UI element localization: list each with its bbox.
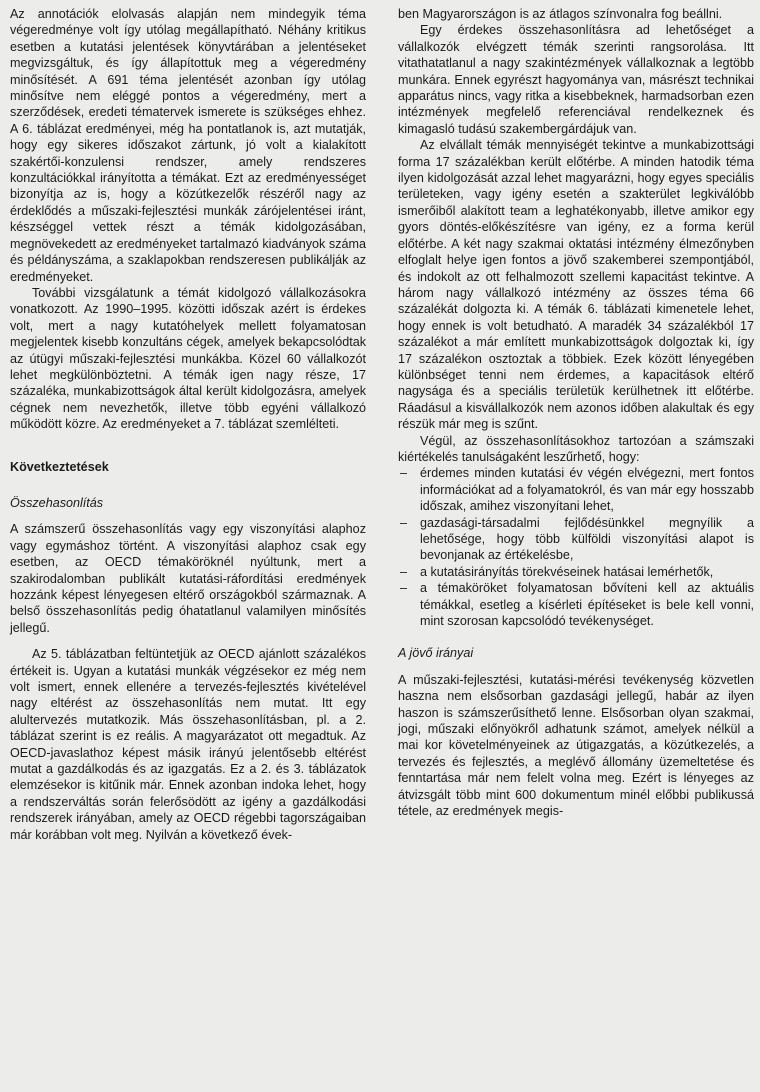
paragraph: A műszaki-fejlesztési, kutatási-mérési tevékenység közvetlen haszna nem elsősorban gazdasági jellegű, habár az ilyen haszon is számszerűsíthető lenne. Elsősorban olyan szakmai, jogi, műszaki előnyökről adhatunk számot, amelyek nélkül a mai kor követelményeinek az útigazgatás, a közútkezelés, a tervezés és fejlesztés, a meglévő állomány üzemeltetése és fenntartása már nem felelt volna meg. Ezért is lényeges az átvizsgált több mint 600 dokumentum minél előbbi publikussá tétele, az eredmények megis- <box>398 672 754 819</box>
list-item: – gazdasági-társadalmi fejlődésünkkel megnyílik a lehetősége, hogy több külföldi viszonyítási alapot is bevonjanak az értékelésbe, <box>398 515 754 564</box>
subsection-heading: Összehasonlítás <box>10 495 104 510</box>
paragraph: Az annotációk elolvasás alapján nem mindegyik téma végeredménye volt így utólag megállapítható. Néhány kritikus esetben a kutatási jelentések könyvtárában a jelentéseket megvizsgáltuk, és így állapítottuk meg a végeredmény minősítését. A 691 téma jelentését azonban így utólag minősítve nem eléggé pontos a végeredmény, mert a szerződések, eredeti tématervek ismerete is szükséges ehhez. A 6. táblázat eredményei, még ha pontatlanok is, azt mutatják, hogy egy sikeres időszakot zártunk, jó volt a kialakított szakértői-konzulensi rendszer, amely rendszeres konzultációkkal irányította a témákat. Ezt az eredményességet bizonyítja az is, hogy a közútkezelők részéről nagy az érdeklődés a műszaki-fejlesztési munkák zárójelentései iránt, készséggel vettek részt a témák kidolgozásában, megnövekedett az eredményeket tartalmazó kiadványok száma és példányszáma, a szaklapokban rendszeresen publikálják az eredményeket. <box>10 7 366 284</box>
list-item: – a témaköröket folyamatosan bővíteni kell az aktuális témákkal, esetleg a kísérleti építéseket is bele kell vonni, mint szorosan kapcsolódó tevékenységet. <box>398 580 754 629</box>
paragraph: Az elvállalt témák mennyiségét tekintve a munkabizottsági forma 17 százalékban került előtérbe. A minden hatodik téma ilyen kidolgozását azzal lehet magyarázni, hogy egyes speciális területeken, vagy igény esetén a szakterület legkiválóbb ismerőiből alakított team a leghatékonyabb, illetve amikor egy gyors döntés-előkészítésre van igény, ez a forma kerül előtérbe. A két nagy szakmai oktatási intézmény élmezőnyben elfoglalt helye igen fontos a jövő szakemberei szempontjából, és indokolt az ott felhalmozott szellemi kapacitást tekintve. A három nagy vállalkozó intézmény az összes téma 66 százalékát dolgozta ki. A témák 6. táblázati kimenetele lehet, hogy ennek is volt betudható. A maradék 34 százalékból 17 százalékot a már említett munkabizottságok dolgoztak ki, így 17 százalékon osztoztak a többiek. Ezek között lényegében különbséget tenni nem érdemes, a kapacitások eltérő nagysága és a speciális területük kerülhetnek itt előtérbe. Ráadásul a kisvállalkozók nem azonos időben alakultak és egy részük már meg is szűnt. <box>398 138 754 432</box>
right-column <box>398 6 754 820</box>
left-column <box>10 6 366 843</box>
paragraph: Végül, az összehasonlításokhoz tartozóan a számszaki kiértékelés tanulságaként leszűrhető, hogy: <box>398 433 754 464</box>
paragraph: További vizsgálatunk a témát kidolgozó vállalkozásokra vonatkozott. Az 1990–1995. közötti időszak azért is érdekes volt, mert a nagy kutatóhelyek mellett folyamatosan megjelentek kisebb konzultáns cégek, amelyek bekapcsolódtak az útügyi műszaki-fejlesztési munkákba. Közel 60 vállalkozót lehet megkülönböztetni. A témák igen nagy része, 17 százaléka, munkabizottságok által került kidolgozásra, amelyek cégnek nem nevezhetők, illetve több egyéni vállalkozó működött közre. Az eredményeket a 7. táblázat szemlélteti. <box>10 285 366 432</box>
paragraph: Az 5. táblázatban feltüntetjük az OECD ajánlott százalékos értékeit is. Ugyan a kutatási munkák végzésekor ez még nem volt ismert, ennek ellenére a tervezés-fejlesztés kivételével nagy eltérést az összehasonlítás nem mutat. Itt egy alultervezés mutatkozik. Más összehasonlításban, pl. a 2. táblázat szerint is ez reális. A magyarázatot ott megadtuk. Az OECD-javaslathoz képest másik irányú jelentősebb eltérést mutat a gazdálkodás és az igazgatás. Ez a 2. és 3. táblázatok elemzésekor is kitűnik már. Ennek azonban indoka lehet, hogy a rendszerváltás során felerősödött az igény a gazdálkodási rendszerek irányában, amely az OECD régebbi tagországaiban már korábban volt meg. Nyilván a következő évek- <box>10 647 366 842</box>
paragraph: ben Magyarországon is az átlagos színvonalra fog beállni. <box>398 7 723 21</box>
paragraph: Egy érdekes összehasonlításra ad lehetőséget a vállalkozók elvégzett témák szerinti rangsorolása. Itt vitathatatlanul a nagy szakintézmények vállalkoznak a legtöbb munkára. Ennek egyrészt hagyománya van, másrészt technikai apparátus nincs, vagy ritka a kisebbeknek, harmadsorban ezen intézmények megfelelő referenciával rendelkeznek és kimagasló tudású szakembergárdájuk van. <box>398 23 754 136</box>
list-item: – a kutatásirányítás törekvéseinek hatásai lemérhetők, <box>398 564 754 580</box>
list-item: – érdemes minden kutatási év végén elvégezni, mert fontos információkat ad a folyamatokról, és van már egy hosszabb időszak, amihez viszonyítani lehet, <box>398 465 754 514</box>
subsection-heading: A jövő irányai <box>398 646 474 661</box>
section-heading: Következtetések <box>10 459 109 474</box>
paragraph: A számszerű összehasonlítás vagy egy viszonyítási alaphoz vagy egymáshoz történt. A viszonyítási alaphoz csak egy esetben, az OECD témaköröknél nyúltunk, mert a szakirodalomban publikált kutatási-ráfordítási eredmények hozzánk képest lényegesen eltérő országokból származnak. A belső összehasonlítás pedig óhatatlanul valamilyen minősítés jellegű. <box>10 522 366 635</box>
bullet-list <box>398 465 754 629</box>
